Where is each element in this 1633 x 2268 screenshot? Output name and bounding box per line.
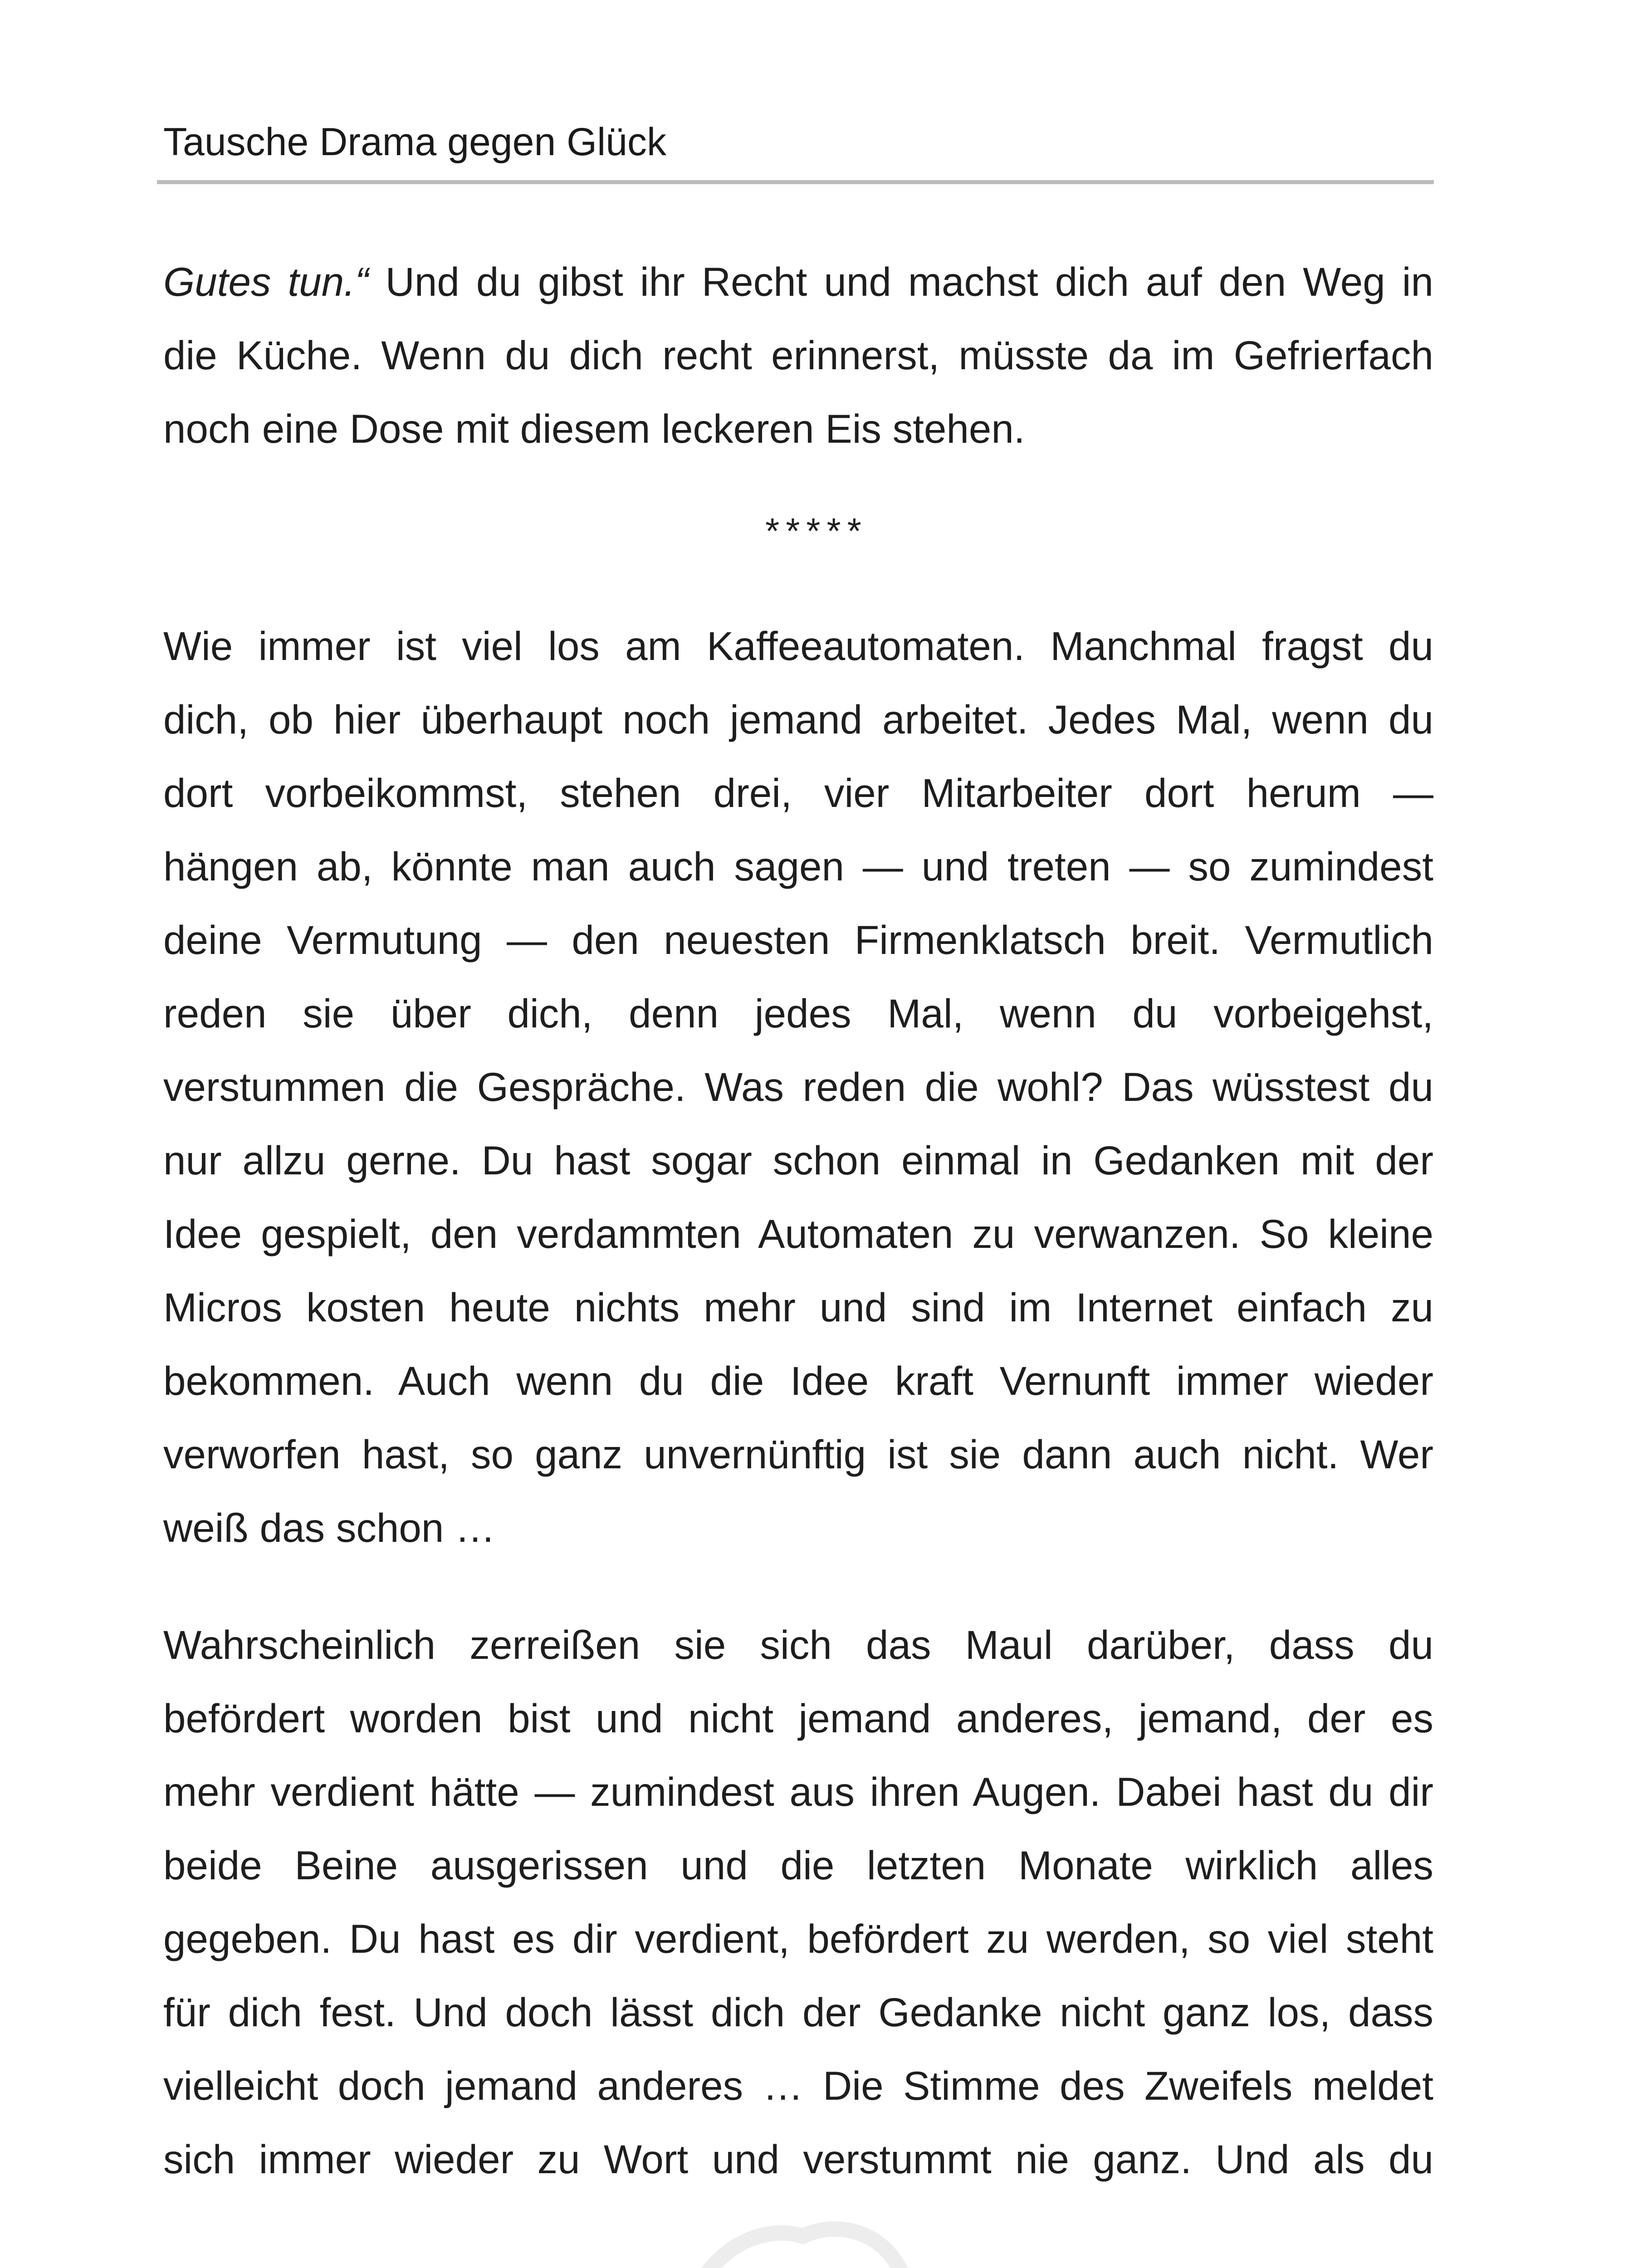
text-line: deine Vermutung — den neuesten Firmenklatsch breit. Vermutlich	[163, 917, 1433, 963]
paragraph-coffee-machine	[163, 609, 1433, 1564]
text-line: reden sie über dich, denn jedes Mal, wenn du vorbeigehst,	[163, 991, 1433, 1036]
text-line: sich immer wieder zu Wort und verstummt nie ganz. Und als du	[163, 2136, 1433, 2182]
text-line: Wahrscheinlich zerreißen sie sich das Maul darüber, dass du	[163, 1622, 1433, 1667]
text-line: beide Beine ausgerissen und die letzten Monate wirklich alles	[163, 1843, 1433, 1888]
text-line: Idee gespielt, den verdammten Automaten zu verwanzen. So kleine	[163, 1211, 1433, 1256]
text-line: Micros kosten heute nichts mehr und sind im Internet einfach zu	[163, 1285, 1433, 1330]
text-line: befördert worden bist und nicht jemand anderes, jemand, der es	[163, 1696, 1433, 1741]
text-line: verstummen die Gespräche. Was reden die wohl? Das wüsstest du	[163, 1064, 1433, 1110]
text-line	[163, 245, 1433, 318]
text-line: für dich fest. Und doch lässt dich der Gedanke nicht ganz los, dass	[163, 1989, 1433, 2035]
text-line: die Küche. Wenn du dich recht erinnerst, müsste da im Gefrierfach	[163, 332, 1433, 378]
text-line: vielleicht doch jemand anderes … Die Stimme des Zweifels meldet	[163, 2063, 1433, 2108]
text-line: dich, ob hier überhaupt noch jemand arbeitet. Jedes Mal, wenn du	[163, 697, 1433, 742]
text-line: Wie immer ist viel los am Kaffeeautomaten. Manchmal fragst du	[163, 623, 1433, 669]
text-line: mehr verdient hätte — zumindest aus ihren Augen. Dabei hast du dir	[163, 1769, 1433, 1814]
header-divider	[157, 180, 1434, 184]
text-line-rest: Und du gibst ihr Recht und machst dich auf den Weg in	[368, 259, 1433, 304]
tooth-outline-icon	[658, 2195, 930, 2268]
text-line: nur allzu gerne. Du hast sogar schon einmal in Gedanken mit der	[163, 1138, 1433, 1183]
watermark-outline-path	[681, 2229, 910, 2268]
text-line: noch eine Dose mit diesem leckeren Eis stehen.	[163, 406, 1025, 451]
text-line: bekommen. Auch wenn du die Idee kraft Vernunft immer wieder	[163, 1358, 1433, 1403]
paragraph-continuation	[163, 245, 1433, 465]
text-line: weiß das schon …	[163, 1505, 496, 1550]
text-line: dort vorbeikommst, stehen drei, vier Mitarbeiter dort herum —	[163, 770, 1433, 816]
text-line: gegeben. Du hast es dir verdient, befördert zu werden, so viel steht	[163, 1916, 1433, 1961]
italic-quote-end: Gutes tun.“	[163, 259, 369, 304]
text-line: verworfen hast, so ganz unvernünftig ist sie dann auch nicht. Wer	[163, 1432, 1433, 1477]
running-header-title: Tausche Drama gegen Glück	[163, 120, 667, 164]
text-line: hängen ab, könnte man auch sagen — und treten — so zumindest	[163, 844, 1433, 889]
paragraph-promotion	[163, 1608, 1433, 2196]
scene-break-asterisks: *****	[765, 511, 868, 551]
